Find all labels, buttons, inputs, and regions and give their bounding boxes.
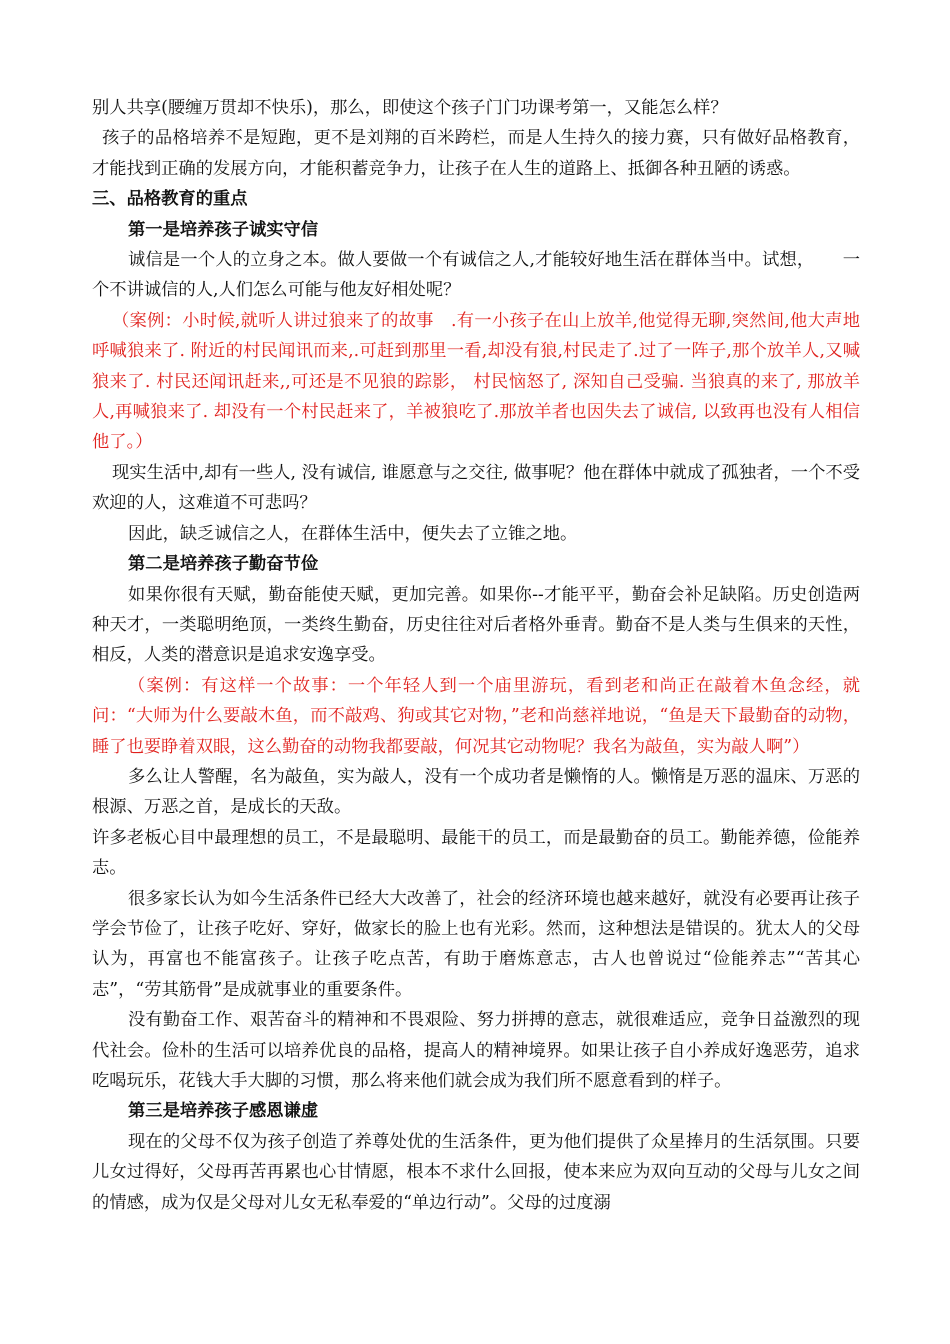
case-example-wooden-fish: （案例：有这样一个故事：一个年轻人到一个庙里游玩，看到老和尚正在敲着木鱼念经，就问：“大师为什么要敲木鱼，而不敲鸡、狗或其它对物，”老和尚慈祥地说，“鱼是天下最勤奋的动物，睡了也要睁着双眼，这么勤奋的动物我都要敲，何况其它动物呢？我名为敲鱼，实为敲人啊”） bbox=[92, 675, 860, 757]
paragraph-gratitude: 现在的父母不仅为孩子创造了养尊处优的生活条件，更为他们提供了众星捧月的生活氛围。只要儿女过得好，父母再苦再累也心甘情愿，根本不求什么回报，使本来应为双向互动的父母与儿女之间的情感，成为仅是父母对儿女无私奉爱的“单边行动”。父母的过度溺 bbox=[92, 1131, 860, 1213]
subheading-gratitude: 第三是培养孩子感恩谦虚 bbox=[128, 1101, 319, 1122]
paragraph-reality: 现实生活中,却有一些人, 没有诚信, 谁愿意与之交往, 做事呢？他在群体中就成了孤独者，一个不受欢迎的人，这难道不可悲吗？ bbox=[92, 462, 860, 514]
paragraph-conclusion-honesty: 因此，缺乏诚信之人，在群体生活中，便失去了立锥之地。 bbox=[128, 523, 578, 544]
paragraph-honesty: 诚信是一个人的立身之本。做人要做一个有诚信之人,才能较好地生活在群体当中。试想， 一个不讲诚信的人,人们怎么可能与他友好相处呢？ bbox=[92, 250, 860, 301]
paragraph-laziness: 多么让人警醒，名为敲鱼，实为敲人，没有一个成功者是懒惰的人。懒惰是万恶的温床、万恶的根源、万恶之首，是成长的天敌。 bbox=[92, 766, 860, 818]
paragraph-intro: 别人共享(腰缠万贯却不快乐)，那么，即使这个孩子门门功课考第一，又能怎么样？ bbox=[92, 98, 728, 118]
document-page bbox=[92, 93, 893, 1218]
subheading-honesty: 第一是培养孩子诚实守信 bbox=[128, 219, 319, 240]
paragraph-relay-race: 孩子的品格培养不是短跑，更不是刘翔的百米跨栏，而是人生持久的接力赛，只有做好品格教育，才能找到正确的发展方向，才能积蓄竞争力，让孩子在人生的道路上、抵御各种丑陋的诱惑。 bbox=[92, 128, 860, 179]
section-heading-3: 三、品格教育的重点 bbox=[92, 189, 248, 210]
subheading-diligence: 第二是培养孩子勤奋节俭 bbox=[128, 554, 319, 575]
case-example-wolf: （案例：小时候,就听人讲过狼来了的故事 .有一小孩子在山上放羊,他觉得无聊,突然间,他大声地呼喊狼来了. 附近的村民闻讯而来,.可赶到那里一看,却没有狼,村民走了.过了一阵子,那个放羊人,又喊 狼来了. 村民还闻讯赶来,,可还是不见狼的踪影， 村民恼怒了, 深知自己受骗. 当狼真的来了, 那放羊人,再喊狼来了. 却没有一个村民赶来了，羊被狼吃了.那放羊者也因失去了诚信, 以致再也没有人相信他了。） bbox=[92, 310, 893, 453]
paragraph-diligence: 如果你很有天赋，勤奋能使天赋，更加完善。如果你--才能平平，勤奋会补足缺陷。历史创造两种天才，一类聪明绝顶，一类终生勤奋，历史往往对后者格外垂青。勤奋不是人类与生俱来的天性，相反，人类的潜意识是追求安逸享受。 bbox=[92, 584, 860, 666]
paragraph-frugality: 很多家长认为如今生活条件已经大大改善了，社会的经济环境也越来越好，就没有必要再让孩子学会节俭了，让孩子吃好、穿好，做家长的脸上也有光彩。然而，这种想法是错误的。犹太人的父母认为，再富也不能富孩子。让孩子吃点苦，有助于磨炼意志，古人也曾说过“俭能养志”“苦其心志”，“劳其筋骨”是成就事业的重要条件。 bbox=[92, 888, 860, 1000]
paragraph-employees: 许多老板心目中最理想的员工，不是最聪明、最能干的员工，而是最勤奋的员工。勤能养德，俭能养志。 bbox=[92, 827, 860, 879]
paragraph-hardship: 没有勤奋工作、艰苦奋斗的精神和不畏艰险、努力拼搏的意志，就很难适应，竞争日益激烈的现代社会。俭朴的生活可以培养优良的品格，提高人的精神境界。如果让孩子自小养成好逸恶劳，追求吃喝玩乐，花钱大手大脚的习惯，那么将来他们就会成为我们所不愿意看到的样子。 bbox=[92, 1010, 860, 1091]
